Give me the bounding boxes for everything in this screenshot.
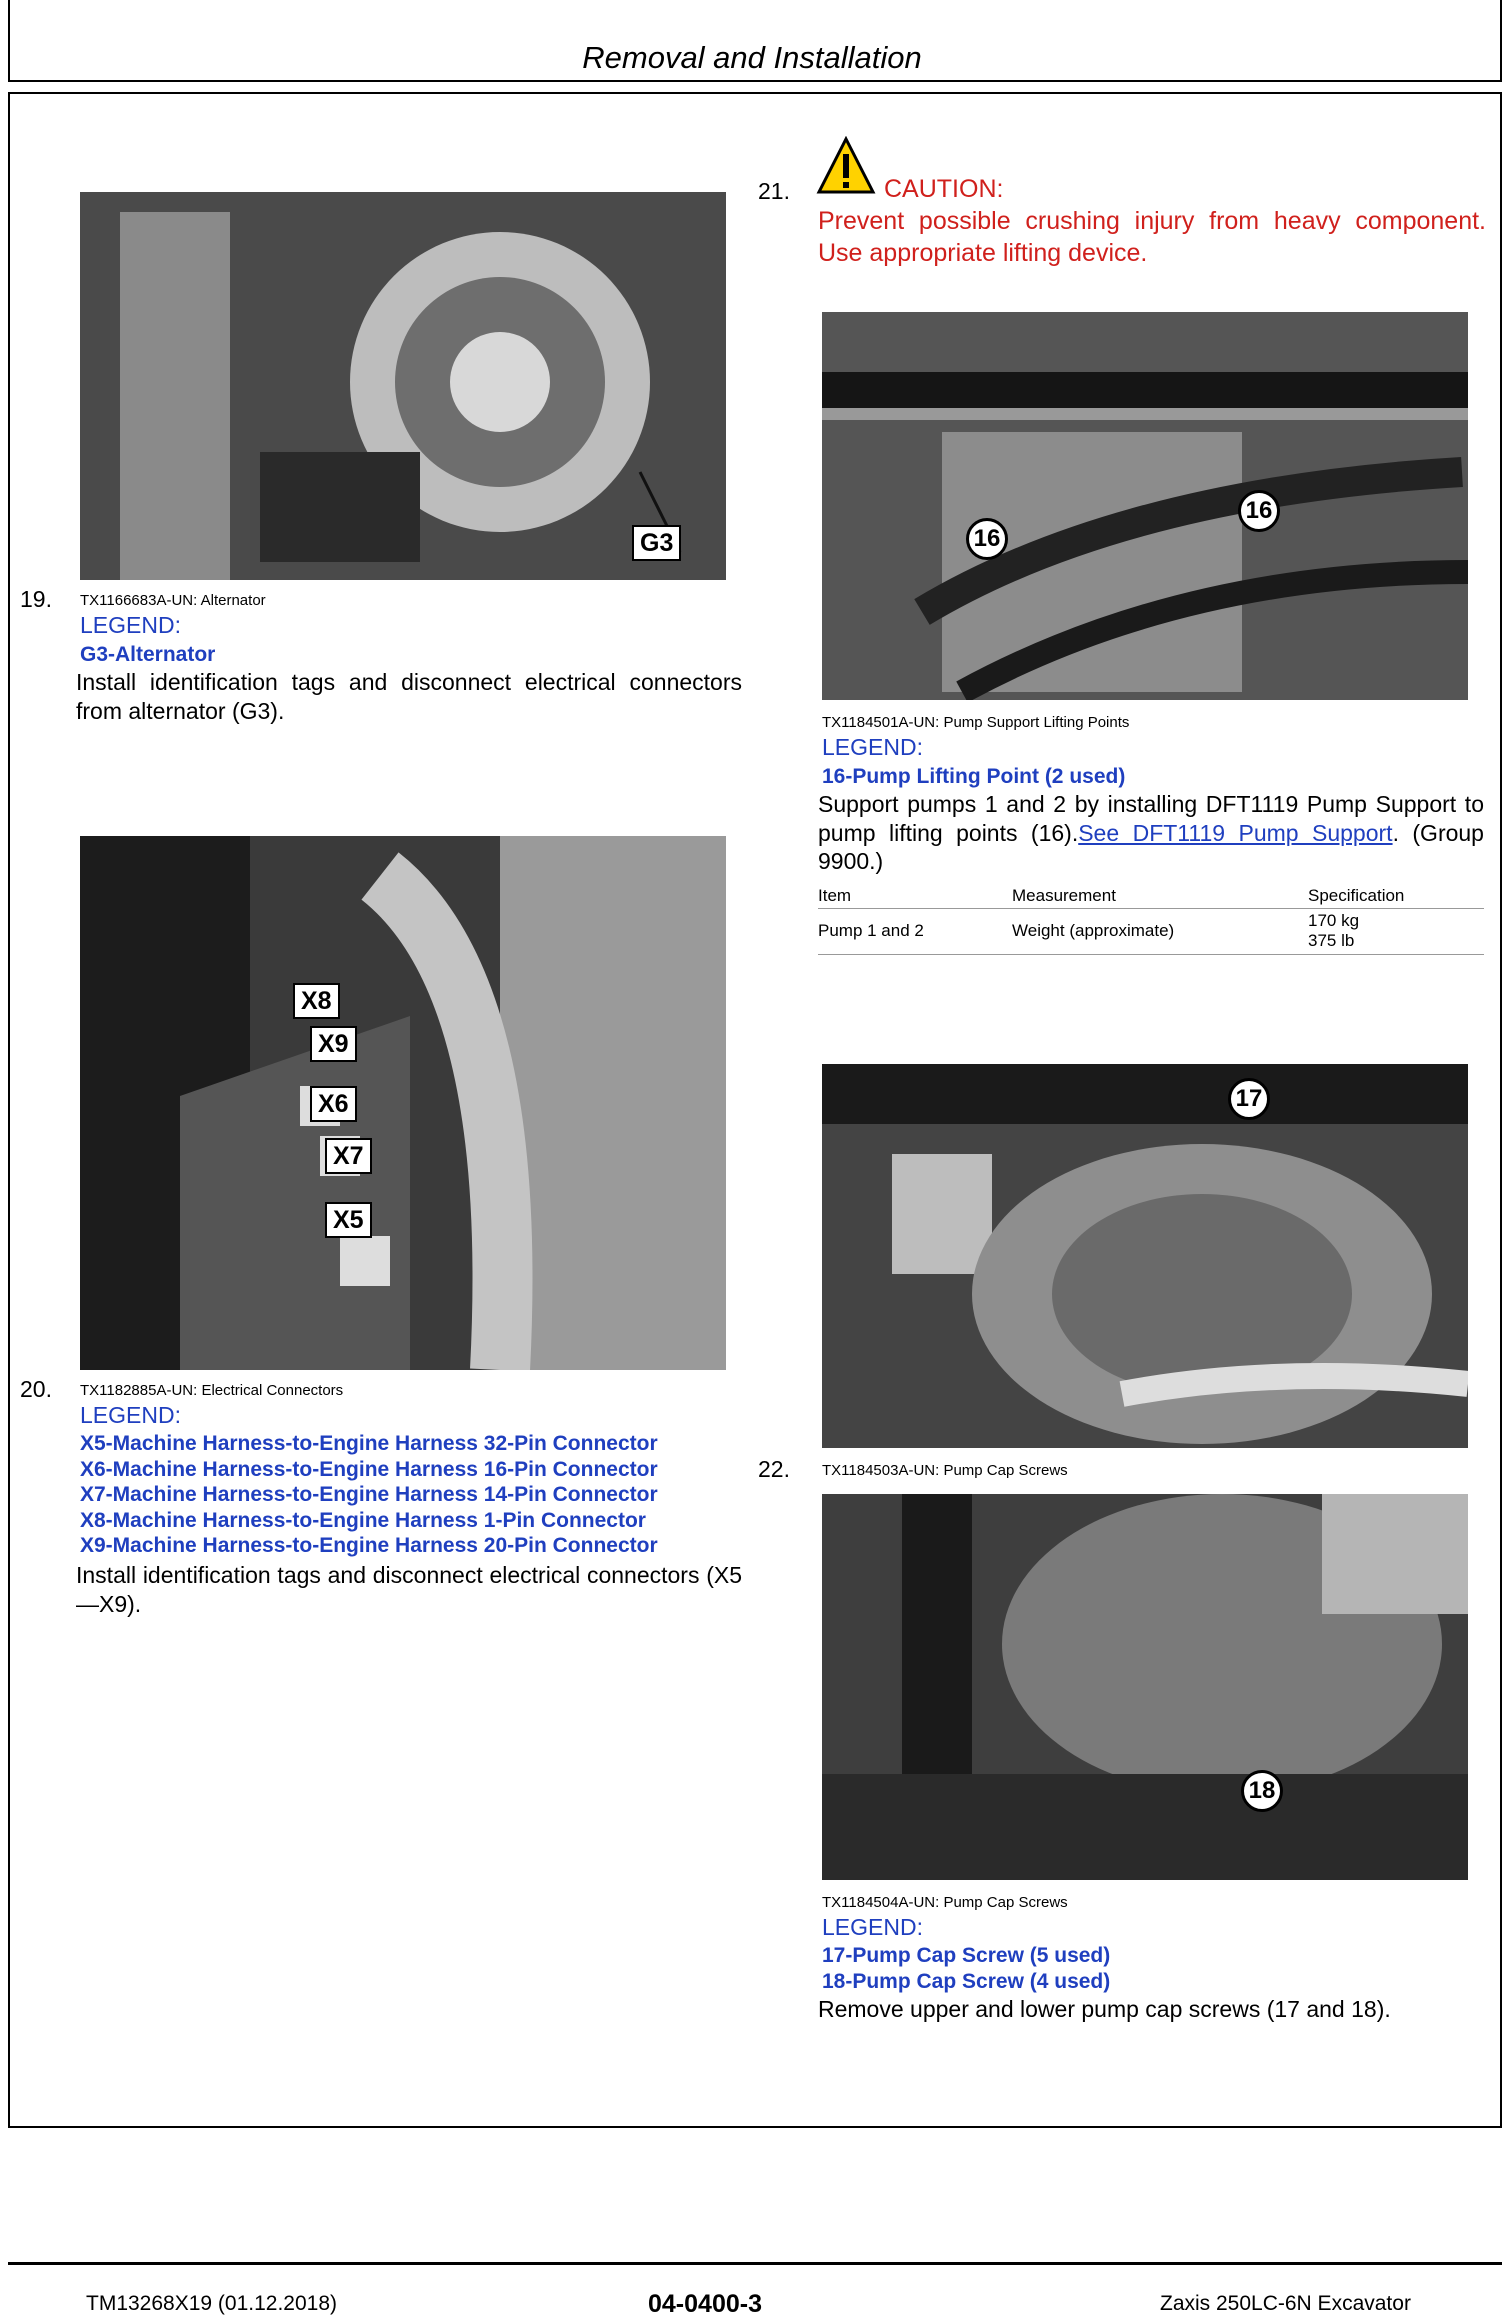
legend-list-20 [80, 1431, 658, 1559]
caution-text: Prevent possible crushing injury from heavy component. Use appropriate lifting device. [818, 207, 1486, 267]
legend-item-x8: X8-Machine Harness-to-Engine Harness 1-Pin Connector [80, 1508, 646, 1532]
electrical-connectors-photo [80, 836, 726, 1370]
legend-item-16: 16-Pump Lifting Point (2 used) [822, 765, 1126, 788]
spec-cell-item: Pump 1 and 2 [818, 921, 924, 940]
spec-cell-specification [1308, 908, 1484, 954]
page-title: Removal and Installation [582, 40, 922, 75]
spec-header-measurement: Measurement [1012, 885, 1116, 905]
legend-heading-22: LEGEND: [822, 1914, 923, 1940]
warning-icon [816, 136, 876, 196]
spec-cell-measurement: Weight (approximate) [1012, 921, 1175, 940]
legend-item-17: 17-Pump Cap Screw (5 used) [822, 1944, 1111, 1967]
caution-label: CAUTION: [884, 175, 1004, 203]
legend-item-x9: X9-Machine Harness-to-Engine Harness 20-Pin Connector [80, 1534, 658, 1557]
legend-item-18: 18-Pump Cap Screw (4 used) [822, 1969, 1111, 1993]
legend-heading-19: LEGEND: [80, 612, 181, 638]
legend-item-g3: G3-Alternator [80, 643, 216, 666]
figure-caption-22b: TX1184504A-UN: Pump Cap Screws [822, 1894, 1068, 1911]
figure-caption-19: TX1166683A-UN: Alternator [80, 592, 266, 609]
step-19-text: Install identification tags and disconnect electrical connectors from alternator (G3). [76, 669, 742, 724]
spec-value-imperial: 375 lb [1308, 931, 1355, 950]
legend-heading-20: LEGEND: [80, 1402, 181, 1428]
callout-x9: X9 [310, 1026, 357, 1062]
callout-18: 18 [1241, 1770, 1283, 1812]
callout-x6: X6 [310, 1086, 357, 1122]
footer-rule [8, 2262, 1502, 2265]
spec-value-metric: 170 kg [1308, 911, 1360, 930]
legend-item-x6: X6-Machine Harness-to-Engine Harness 16-Pin Connector [80, 1457, 658, 1481]
see-dft1119-link[interactable]: See DFT1119 Pump Support [1078, 819, 1393, 846]
step-21-number: 21. [758, 178, 790, 204]
step-19-number: 19. [20, 586, 52, 612]
legend-item-x5: X5-Machine Harness-to-Engine Harness 32-Pin Connector [80, 1432, 658, 1455]
step-22-text: Remove upper and lower pump cap screws (17 and 18). [818, 1996, 1391, 2022]
pump-cap-screws-upper-photo [822, 1064, 1468, 1448]
callout-16-left: 16 [966, 518, 1008, 560]
spec-header-item: Item [818, 885, 852, 905]
step-21-text [818, 790, 1484, 876]
pump-lifting-points-photo [822, 312, 1468, 700]
step-20-number: 20. [20, 1376, 52, 1402]
figure-caption-22a: TX1184503A-UN: Pump Cap Screws [822, 1462, 1068, 1479]
step-21-text-tail: . (Group 9900.) [818, 819, 1484, 874]
footer-doc-id: TM13268X19 (01.12.2018) [86, 2292, 338, 2315]
figure-caption-20: TX1182885A-UN: Electrical Connectors [80, 1382, 344, 1399]
callout-x7: X7 [325, 1138, 372, 1174]
callout-17: 17 [1228, 1078, 1270, 1120]
legend-item-x7: X7-Machine Harness-to-Engine Harness 14-Pin Connector [80, 1483, 658, 1506]
step-20-text: Install identification tags and disconnect electrical connectors (X5—X9). [76, 1562, 742, 1617]
alternator-photo [80, 192, 726, 580]
callout-16-right: 16 [1238, 490, 1280, 532]
spec-table-row [818, 908, 1484, 954]
legend-list-22 [822, 1943, 1110, 1994]
spec-table [818, 884, 1484, 955]
footer-model: Zaxis 250LC-6N Excavator [1160, 2292, 1411, 2315]
callout-x8: X8 [293, 983, 340, 1019]
footer-page-number: 04-0400-3 [648, 2290, 762, 2318]
callout-g3: G3 [632, 525, 681, 561]
step-21-text-main: Support pumps 1 and 2 by installing DFT1119 Pump Support to pump lifting points (16). [818, 791, 1484, 846]
legend-heading-21: LEGEND: [822, 734, 923, 760]
step-22-number: 22. [758, 1456, 790, 1482]
pump-cap-screws-lower-photo [822, 1494, 1468, 1880]
callout-x5: X5 [325, 1202, 372, 1238]
spec-table-header [818, 884, 1484, 908]
figure-caption-21: TX1184501A-UN: Pump Support Lifting Points [822, 714, 1130, 731]
spec-header-specification: Specification [1308, 885, 1405, 905]
